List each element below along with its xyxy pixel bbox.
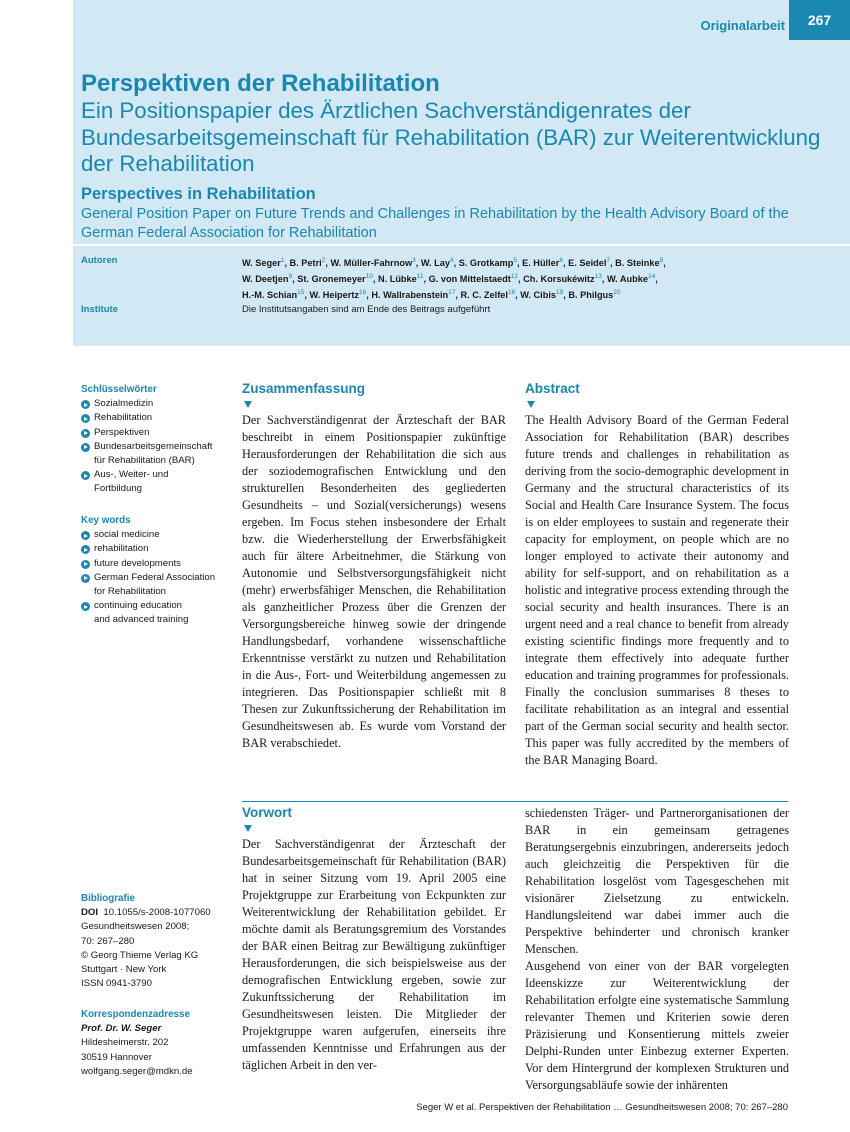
author-name: W. Aubke — [606, 274, 648, 285]
keywords-de-list — [81, 397, 231, 496]
keyword-text: Rehabilitation — [94, 412, 153, 424]
authors-label: Autoren — [81, 255, 118, 266]
author-affiliation-number: 11 — [416, 273, 424, 281]
vorwort-paragraph-left: Der Sachverständigenrat der Ärzteschaft der Bundesarbeitsgemeinschaft für Rehabilitation (BAR) hat in seiner Sitzung vom 19. April 2005 eine Projektgruppe zur Erarbeitung von Eckpunkten zur Weiterentwicklung der Rehabilitation gebildet. Er möchte damit als Beratungsgremium des Vorstandes der BAR einen Beitrag zur Bewältigung zukünftiger Herausforderungen, die sich beispielsweise aus der demografischen Entwicklung ergeben, sowie zur Zukunftssicherung der Rehabilitation im Gesundheitswesen leisten. Die Mitglieder der Projektgruppe waren aufgerufen, einerseits ihre umfassenden Kenntnisse und Erfahrungen aus der täglichen Arbeit in den ver- — [242, 837, 506, 1072]
author-affiliation-number: 7 — [606, 257, 611, 264]
author-name: H. Wallrabenstein — [371, 290, 449, 301]
keywords-de — [81, 383, 231, 497]
authors-list: W. Seger$^1$, B. Petri$^2$, W. Müller-Fahrnow$^3$, W. Lay$^4$, S. Grotkamp$^5$, E. Hüller$^6$, E. Seidel$^7$, B. Steinke$^8$, W. Deetjen$^9$, St. Gronemeyer$^{10}$, N. Lübke$^{11}$, G. von Mittelstaedt$^{12}$, Ch. Korsukéwitz$^{13}$, W. Aubke$^{14}$, H.-M. Schian$^{15}$, W. Heipertz$^{16}$, H. Wallrabenstein$^{17}$, R. C. Zelfel$^{18}$, W. Cibis$^{19}$, B. Philgus$^{20}$ — [242, 257, 666, 301]
author-affiliation-number: 20 — [613, 289, 621, 297]
keyword-text: Perspektiven — [94, 426, 150, 438]
author-affiliation-number: 5 — [513, 257, 517, 264]
keyword-item — [81, 528, 231, 542]
keyword-text: für Rehabilitation (BAR) — [94, 455, 195, 467]
author-name: H.-M. Schian — [242, 290, 298, 301]
author-name: W. Lay — [420, 258, 450, 269]
bullet-arrow-icon — [81, 414, 90, 423]
bullet-arrow-icon — [81, 429, 90, 438]
correspondence-heading: Korrespondenzadresse — [81, 1009, 190, 1020]
author-name: St. Gronemeyer — [297, 274, 366, 285]
bullet-arrow-icon — [81, 560, 90, 569]
bullet-arrow-icon — [81, 471, 90, 480]
keywords-en — [81, 514, 231, 628]
correspondence — [81, 1008, 231, 1079]
abstract-section — [525, 381, 789, 769]
vorwort-paragraph-right-2: Ausgehend von einer von der BAR vorgelegten Ideenskizze zur Weiterentwicklung der Rehabilitation erfolgte eine systematische Sammlung relevanter Themen und Kriterien sowie deren Präzisierung und Konsentierung mittels zweier Delphi-Runden unter Einbezug externer Experten. Vor dem Hintergrund der komplexen Strukturen und Versorgungsabläufe sowie der inhärenten — [525, 959, 789, 1092]
bibliografie-heading: Bibliografie — [81, 893, 135, 904]
bullet-arrow-icon — [81, 602, 90, 611]
biblio-line: 70: 267–280 — [81, 935, 135, 947]
author-affiliation-number: 13 — [594, 273, 602, 281]
english-subtitle: General Position Paper on Future Trends and Challenges in Rehabilitation by the Health Advisory Board of the German Federal Association for Rehabilitation — [81, 206, 789, 241]
correspondence-line: wolfgang.seger@mdkn.de — [81, 1065, 193, 1077]
abstract-heading: Abstract — [525, 381, 580, 396]
keyword-item — [81, 440, 231, 468]
article-title: Perspektiven der Rehabilitation — [81, 70, 440, 97]
keyword-item — [81, 557, 231, 571]
author-affiliation-number: 14 — [647, 273, 656, 281]
section-label: Originalarbeit — [700, 18, 785, 33]
zusammenfassung-heading: Zusammenfassung — [242, 381, 366, 396]
author-name: W. Seger — [242, 258, 281, 269]
author-name: B. Philgus — [568, 290, 614, 301]
bibliografie — [81, 892, 231, 991]
correspondence-line: Hildesheimerstr. 202 — [81, 1037, 169, 1049]
keyword-item — [81, 542, 231, 556]
institute-text: Die Institutsangaben sind am Ende des Beitrags aufgeführt — [242, 304, 491, 315]
author-affiliation-number: 8 — [659, 257, 664, 264]
keyword-text: and advanced training — [94, 614, 189, 626]
correspondence-lines — [81, 1036, 231, 1079]
vorwort-right — [525, 805, 789, 1094]
author-affiliation-number: 19 — [556, 289, 564, 297]
keyword-item — [81, 468, 231, 496]
correspondence-name: Prof. Dr. W. Seger — [81, 1023, 162, 1035]
author-name: E. Hüller — [522, 258, 560, 269]
english-title: Perspectives in Rehabilitation — [81, 185, 316, 203]
keyword-item — [81, 571, 231, 599]
author-name: R. C. Zelfel — [460, 290, 508, 301]
bullet-arrow-icon — [81, 443, 90, 452]
band-divider — [73, 244, 850, 246]
article-subtitle: Ein Positionspapier des Ärztlichen Sachverständigenrates der Bundesarbeitsgemeinschaft für Rehabilitation (BAR) zur Weiterentwicklung der Rehabilitation — [81, 98, 821, 176]
keyword-text: continuing education — [94, 600, 183, 612]
bullet-arrow-icon — [81, 531, 90, 540]
biblio-lines — [81, 920, 231, 991]
author-affiliation-number: 3 — [412, 257, 416, 264]
author-affiliation-number: 10 — [365, 273, 373, 281]
author-name: W. Müller-Fahrnow — [330, 258, 413, 269]
author-affiliation-number: 16 — [359, 289, 367, 297]
author-name: N. Lübke — [377, 274, 417, 285]
author-affiliation-number: 15 — [297, 289, 305, 297]
author-name: W. Heipertz — [309, 290, 360, 301]
correspondence-line: 30519 Hannover — [81, 1051, 152, 1063]
triangle-down-icon — [244, 825, 252, 832]
page-number: 267 — [789, 0, 850, 40]
triangle-down-icon — [527, 401, 535, 408]
author-affiliation-number: 1 — [280, 257, 285, 264]
author-name: E. Seidel — [568, 258, 607, 269]
keyword-text: Bundesarbeitsgemeinschaft — [94, 440, 213, 452]
biblio-line: ISSN 0941-3790 — [81, 978, 152, 990]
institute-label: Institute — [81, 304, 118, 315]
author-name: W. Cibis — [520, 290, 557, 301]
doi-value: 10.1055/s-2008-1077060 — [103, 907, 211, 919]
keyword-item — [81, 411, 231, 425]
keyword-text: Sozialmedizin — [94, 398, 154, 410]
section-rule — [242, 801, 788, 802]
biblio-line: Gesundheitswesen 2008; — [81, 921, 190, 933]
abstract-text: The Health Advisory Board of the German Federal Association for Rehabilitation (BAR) describes future trends and challenges in rehabilitation as deriving from the socio-demographic development in Germany and the structural characteristics of its Social and Health Care Insurance System. The focus is on elder employees to sustain and regenerate their capacity for employment, on people which are no longer employed to activate their autonomy and ability for self-support, and on rehabilitation as a holistic and integrative process extending through the social security and health insurances. There is an urgent need and a real chance to benefit from already existing scientific findings more frequently and to integrate them effectively into adequate further education and training programmes for professionals. Finally the conclusion summarises 8 theses to facilitate rehabilitation as an integral and essential part of the German social security and health sector. This paper was fully accredited by the members of the BAR Managing Board. — [525, 413, 789, 767]
keyword-text: social medicine — [94, 529, 160, 541]
keywords-de-heading: Schlüsselwörter — [81, 384, 157, 395]
keywords-en-list — [81, 528, 231, 627]
zusammenfassung-text: Der Sachverständigenrat der Ärzteschaft der BAR beschreibt in einem Positionspapier zukünftige Herausforderungen der Rehabilitation die sich aus der soziodemografischen Entwicklung und den strukturellen Besonderheiten des gegliederten Gesundheits – und Sozial(versicherungs) wesens ergeben. Im Focus stehen insbesondere der Erhalt bzw. die Wiederherstellung der Erwerbsfähigkeit auch für ältere Arbeitnehmer, die Stärkung von Autonomie und Selbstversorgungsfähigkeit nicht (mehr) erwerbsfähiger Menschen, die Rehabilitation als ganzheitlicher Prozess über die Grenzen der Versorgungsbereiche hinweg sowie der dringende Handlungsbedarf, vorhandene wissenschaftliche Erkenntnisse verstärkt zu nutzen und Rehabilitation in die Aus-, Fort- und Weiterbildung angemessen zu integrieren. Das Positionspapier schließt mit 8 Thesen zur Zukunftssicherung der Rehabilitation im Gesundheitswesen ab. Es wurde vom Vorstand der BAR verabschiedet. — [242, 413, 506, 750]
bullet-arrow-icon — [81, 400, 90, 409]
vorwort-heading: Vorwort — [242, 805, 292, 820]
bullet-arrow-icon — [81, 574, 90, 583]
keyword-text: German Federal Association — [94, 571, 216, 583]
bullet-arrow-icon — [81, 545, 90, 554]
vorwort-left — [242, 805, 506, 1074]
author-affiliation-number: 6 — [559, 257, 563, 264]
keyword-item — [81, 599, 231, 627]
author-name: W. Deetjen — [242, 274, 289, 285]
keyword-item — [81, 426, 231, 440]
doi-label: DOI — [81, 907, 99, 919]
zusammenfassung-section — [242, 381, 506, 752]
author-affiliation-number: 18 — [507, 289, 516, 297]
author-affiliation-number: 2 — [321, 257, 326, 264]
triangle-down-icon — [244, 401, 252, 408]
keyword-text: Fortbildung — [94, 483, 142, 495]
vorwort-paragraph-right-1: schiedensten Träger- und Partnerorganisationen der BAR in ein gemeinsam getragenes Beratungsergebnis einzubringen, andererseits jedoch auch gleichzeitig die Perspektiven für die Rehabilitation losgelöst vom Tagesgeschehen mit visionärer Zielsetzung zu entwickeln. Handlungsleitend war dabei immer auch die Perspektive behinderter und chronisch kranker Menschen. — [525, 806, 789, 956]
keywords-en-heading: Key words — [81, 515, 131, 526]
author-affiliation-number: 4 — [449, 257, 454, 264]
keyword-text: future developments — [94, 557, 181, 569]
author-name: Ch. Korsukéwitz — [523, 274, 595, 285]
author-name: S. Grotkamp — [458, 258, 514, 269]
author-name: G. von Mittelstaedt — [428, 274, 511, 285]
author-affiliation-number: 9 — [288, 273, 293, 281]
author-affiliation-number: 17 — [448, 289, 456, 297]
keyword-text: for Rehabilitation — [94, 586, 166, 598]
author-name: B. Steinke — [615, 258, 660, 269]
keyword-item — [81, 397, 231, 411]
biblio-line: © Georg Thieme Verlag KG — [81, 949, 199, 961]
keyword-text: Aus-, Weiter- und — [94, 469, 169, 481]
doi-line — [81, 906, 231, 920]
footer-citation: Seger W et al. Perspektiven der Rehabilitation … Gesundheitswesen 2008; 70: 267–280 — [416, 1102, 788, 1113]
keyword-text: rehabilitation — [94, 543, 149, 555]
author-name: B. Petri — [289, 258, 322, 269]
author-affiliation-number: 12 — [510, 273, 519, 281]
biblio-line: Stuttgart · New York — [81, 964, 167, 976]
